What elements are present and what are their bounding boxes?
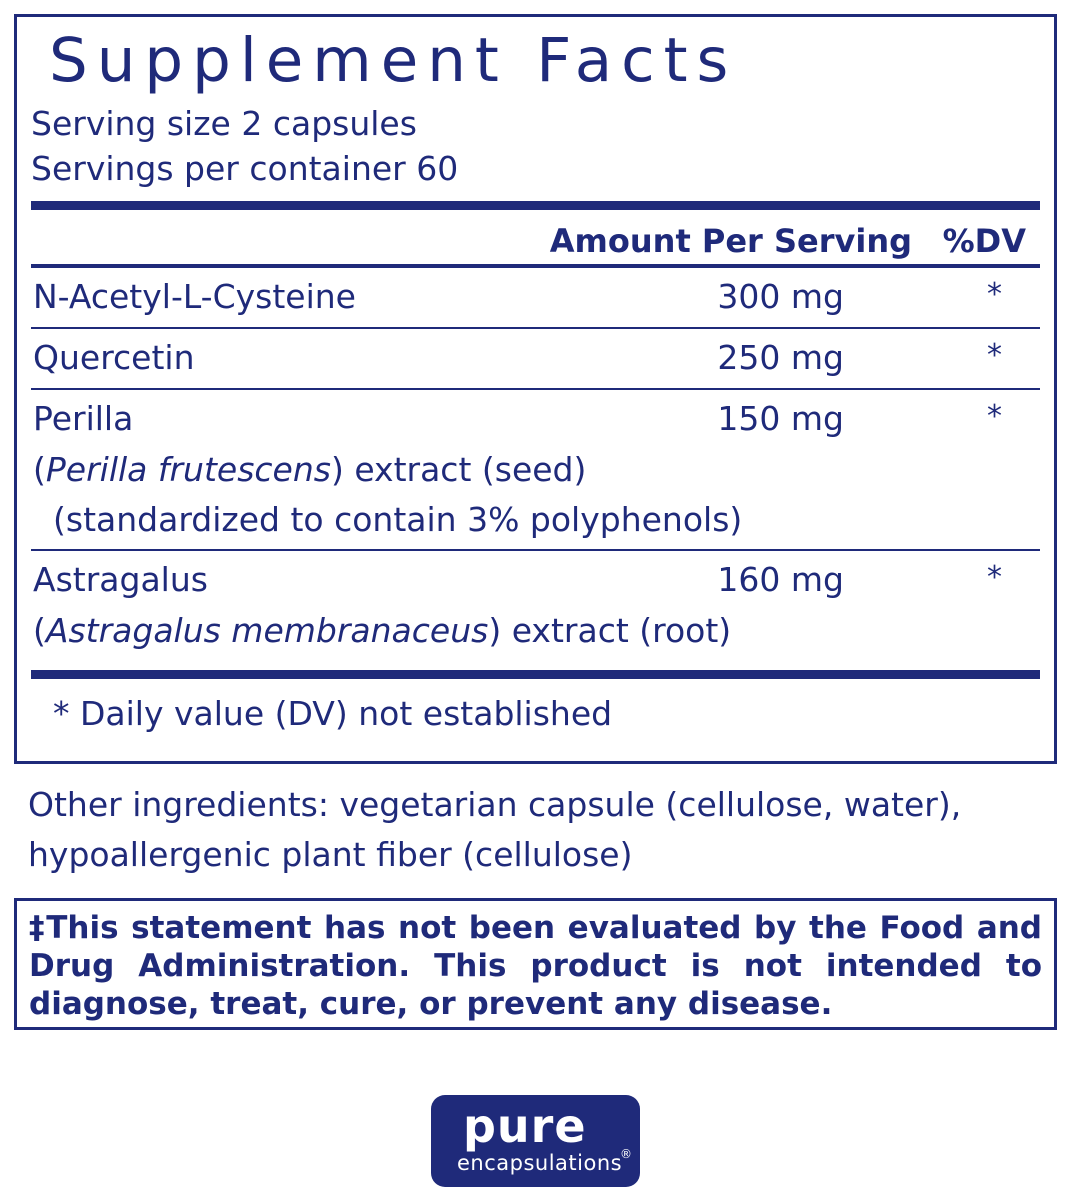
ingredient-subline: (Perilla frutescens) extract (seed) [33, 450, 587, 489]
ingredient-row [31, 390, 1040, 549]
ingredient-dv: * [987, 560, 1002, 595]
ingredient-name: Astragalus [33, 560, 208, 599]
ingredient-subline: (Astragalus membranaceus) extract (root) [33, 611, 732, 650]
column-header-dv: %DV [942, 222, 1026, 260]
ingredient-amount: 160 mg [717, 560, 844, 599]
ingredient-dv: * [987, 399, 1002, 434]
ingredient-dv: * [987, 277, 1002, 312]
other-ingredients: Other ingredients: vegetarian capsule (cellulose, water), hypoallergenic plant fiber (cellulose) [28, 785, 962, 874]
ingredient-row [31, 329, 1040, 388]
column-header-amount: Amount Per Serving [549, 222, 912, 260]
ingredient-name: Quercetin [33, 338, 195, 377]
column-header-row [31, 210, 1040, 264]
ingredient-dv: * [987, 338, 1002, 373]
ingredient-amount: 300 mg [717, 277, 844, 316]
disclaimer-box [14, 898, 1057, 1030]
ingredient-name: Perilla [33, 399, 134, 438]
dv-footnote: * Daily value (DV) not established [53, 694, 613, 733]
registered-trademark-icon: ® [620, 1147, 632, 1161]
divider-thick-top [31, 201, 1040, 210]
panel-title: Supplement Facts [49, 25, 738, 96]
ingredient-row [31, 551, 1040, 660]
serving-size: Serving size 2 capsules [31, 104, 417, 143]
divider-thick-bottom [31, 670, 1040, 679]
disclaimer-text: ‡This statement has not been evaluated by the Food and Drug Administration. This product is not intended to diagnose, treat, cure, or prevent any disease. [29, 910, 1042, 1022]
supplement-facts-panel [14, 14, 1057, 764]
logo-wordmark-encapsulations: encapsulations [457, 1151, 623, 1175]
ingredient-amount: 250 mg [717, 338, 844, 377]
ingredient-subline: (standardized to contain 3% polyphenols) [53, 500, 743, 539]
logo-wordmark-pure: pure [463, 1099, 587, 1153]
ingredient-name: N-Acetyl-L-Cysteine [33, 277, 356, 316]
servings-per-container: Servings per container 60 [31, 149, 459, 188]
pure-encapsulations-logo [431, 1095, 640, 1187]
ingredient-amount: 150 mg [717, 399, 844, 438]
ingredient-row [31, 268, 1040, 327]
